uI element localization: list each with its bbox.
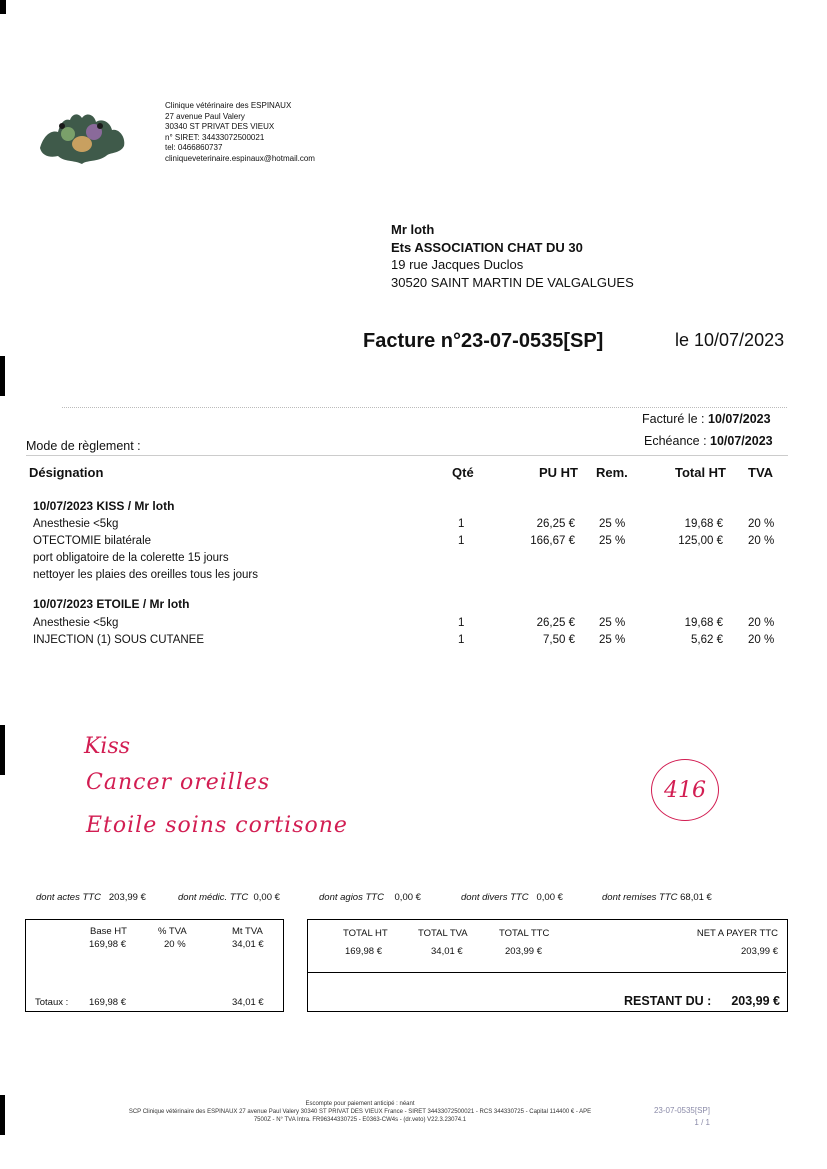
row-designation: Anesthesie <5kg: [33, 518, 119, 530]
totaux-base: 169,98 €: [89, 997, 126, 1008]
summary-value: 0,00 €: [536, 892, 563, 903]
row-total: 19,68 €: [684, 617, 723, 629]
summary-actes: [36, 892, 146, 903]
echeance-value: 10/07/2023: [710, 434, 773, 448]
row-pu: 26,25 €: [536, 617, 575, 629]
row-rem: 25 %: [599, 617, 626, 629]
summary-label: dont médic. TTC: [178, 892, 249, 903]
summary-value: 68,01 €: [680, 892, 712, 903]
row-total: 19,68 €: [684, 518, 723, 530]
tva-pct-label: % TVA: [158, 926, 187, 937]
tva-pct-value: 20 %: [164, 939, 186, 950]
scan-edge-mark: [0, 356, 5, 396]
row-rem: 25 %: [599, 634, 626, 646]
restant-label: RESTANT DU :: [624, 994, 712, 1008]
footer-tva: 7500Z - N° TVA Intra. FR96344330725 - E0363-CW4s - (dr.veto) V22.3.23074.1: [253, 1117, 467, 1123]
scan-edge-mark: [0, 0, 6, 14]
divider: [308, 972, 786, 973]
divider: [26, 455, 788, 456]
row-total: 5,62 €: [691, 634, 723, 646]
row-tva: 20 %: [748, 535, 775, 547]
clinic-siret: n° SIRET: 34433072500021: [165, 132, 265, 142]
recipient-address: [391, 221, 634, 291]
tva-box: [25, 919, 284, 1012]
col-rem: Rem.: [596, 465, 628, 480]
tva-mt-label: Mt TVA: [232, 926, 263, 937]
col-tva: TVA: [748, 465, 774, 480]
facture-le: [642, 412, 771, 426]
tva-base-value: 169,98 €: [89, 939, 126, 950]
col-pu: PU HT: [539, 465, 578, 480]
clinic-address: [165, 101, 315, 164]
clinic-logo: [34, 104, 130, 168]
row-designation: INJECTION (1) SOUS CUTANEE: [33, 634, 205, 646]
total-ht-value: 169,98 €: [345, 946, 382, 957]
summary-value: 203,99 €: [108, 892, 146, 903]
totaux-mt: 34,01 €: [232, 997, 264, 1008]
restant-value: 203,99 €: [731, 994, 780, 1008]
row-tva: 20 %: [748, 617, 775, 629]
summary-label: dont agios TTC: [319, 892, 384, 903]
row-rem: 25 %: [599, 535, 626, 547]
clinic-street: 27 avenue Paul Valery: [165, 111, 245, 121]
summary-label: dont divers TTC: [461, 892, 529, 903]
recipient-street: 19 rue Jacques Duclos: [391, 257, 524, 272]
col-total: Total HT: [674, 465, 726, 480]
group-title: 10/07/2023 ETOILE / Mr loth: [33, 597, 190, 611]
summary-divers: [461, 892, 563, 903]
facture-le-value: 10/07/2023: [708, 412, 771, 426]
group-title: 10/07/2023 KISS / Mr loth: [33, 499, 175, 513]
invoice-date: le 10/07/2023: [675, 330, 785, 350]
echeance: [644, 434, 773, 448]
tva-base-label: Base HT: [90, 926, 127, 937]
summary-value: 0,00 €: [253, 892, 280, 903]
summary-value: 0,00 €: [394, 892, 421, 903]
total-ttc-label: TOTAL TTC: [499, 928, 550, 939]
col-qte: Qté: [452, 465, 474, 480]
clinic-city: 30340 ST PRIVAT DES VIEUX: [165, 122, 275, 131]
handwritten-note: Kiss: [84, 734, 131, 759]
row-rem: 25 %: [599, 518, 626, 530]
row-qte: 1: [458, 634, 465, 646]
circled-number: 416: [651, 759, 719, 821]
row-tva: 20 %: [748, 518, 775, 530]
summary-label: dont actes TTC: [36, 892, 101, 903]
invoice-title: Facture n°23-07-0535[SP]: [363, 330, 604, 352]
echeance-label: Echéance :: [644, 434, 707, 448]
row-qte: 1: [458, 535, 465, 547]
row-note: port obligatoire de la colerette 15 jours: [33, 552, 229, 564]
col-designation: Désignation: [29, 465, 104, 480]
net-value: 203,99 €: [741, 946, 778, 957]
divider: [62, 407, 787, 408]
net-label: NET A PAYER TTC: [696, 928, 778, 939]
total-tva-label: TOTAL TVA: [418, 928, 468, 939]
footer-legal: SCP Clinique vétérinaire des ESPINAUX 27 avenue Paul Valery 30340 ST PRIVAT DES VIEUX France - SIRET 34433072500021 - RCS 344330725 - Capital 114400 € - APE: [128, 1109, 592, 1115]
recipient-name: Mr loth: [391, 222, 435, 237]
tva-mt-value: 34,01 €: [232, 939, 264, 950]
recipient-city: 30520 SAINT MARTIN DE VALGALGUES: [391, 274, 634, 290]
scan-edge-mark: [0, 725, 5, 775]
total-ht-label: TOTAL HT: [343, 928, 388, 939]
recipient-company: Ets ASSOCIATION CHAT DU 30: [391, 239, 583, 255]
total-tva-value: 34,01 €: [431, 946, 463, 957]
handwritten-note: Etoile soins cortisone: [86, 813, 348, 838]
row-total: 125,00 €: [678, 535, 723, 547]
mode-reglement: Mode de règlement :: [26, 439, 141, 453]
summary-label: dont remises TTC: [602, 892, 678, 903]
footer-ref: 23-07-0535[SP]: [653, 1106, 710, 1115]
summary-medic: [178, 892, 280, 903]
summary-agios: [319, 892, 421, 903]
row-pu: 166,67 €: [530, 535, 575, 547]
total-ttc-value: 203,99 €: [505, 946, 542, 957]
row-pu: 7,50 €: [543, 634, 575, 646]
clinic-name: Clinique vétérinaire des ESPINAUX: [165, 101, 292, 110]
footer-escompte: Escompte pour paiement anticipé : néant: [305, 1101, 415, 1107]
row-note: nettoyer les plaies des oreilles tous les jours: [33, 569, 259, 581]
clinic-email: cliniqueveterinaire.espinaux@hotmail.com: [165, 153, 315, 163]
page-number: 1 / 1: [694, 1118, 710, 1127]
row-designation: Anesthesie <5kg: [33, 617, 119, 629]
row-tva: 20 %: [748, 634, 775, 646]
row-qte: 1: [458, 617, 465, 629]
clinic-phone: tel: 0466860737: [165, 143, 223, 152]
row-designation: OTECTOMIE bilatérale: [33, 535, 152, 547]
scan-edge-mark: [0, 1095, 5, 1135]
totals-box: [307, 919, 788, 1012]
handwritten-note: Cancer oreilles: [86, 770, 271, 795]
row-qte: 1: [458, 518, 465, 530]
summary-remises: [602, 892, 712, 903]
facture-le-label: Facturé le :: [642, 412, 705, 426]
row-pu: 26,25 €: [536, 518, 575, 530]
totaux-label: Totaux :: [35, 997, 69, 1008]
